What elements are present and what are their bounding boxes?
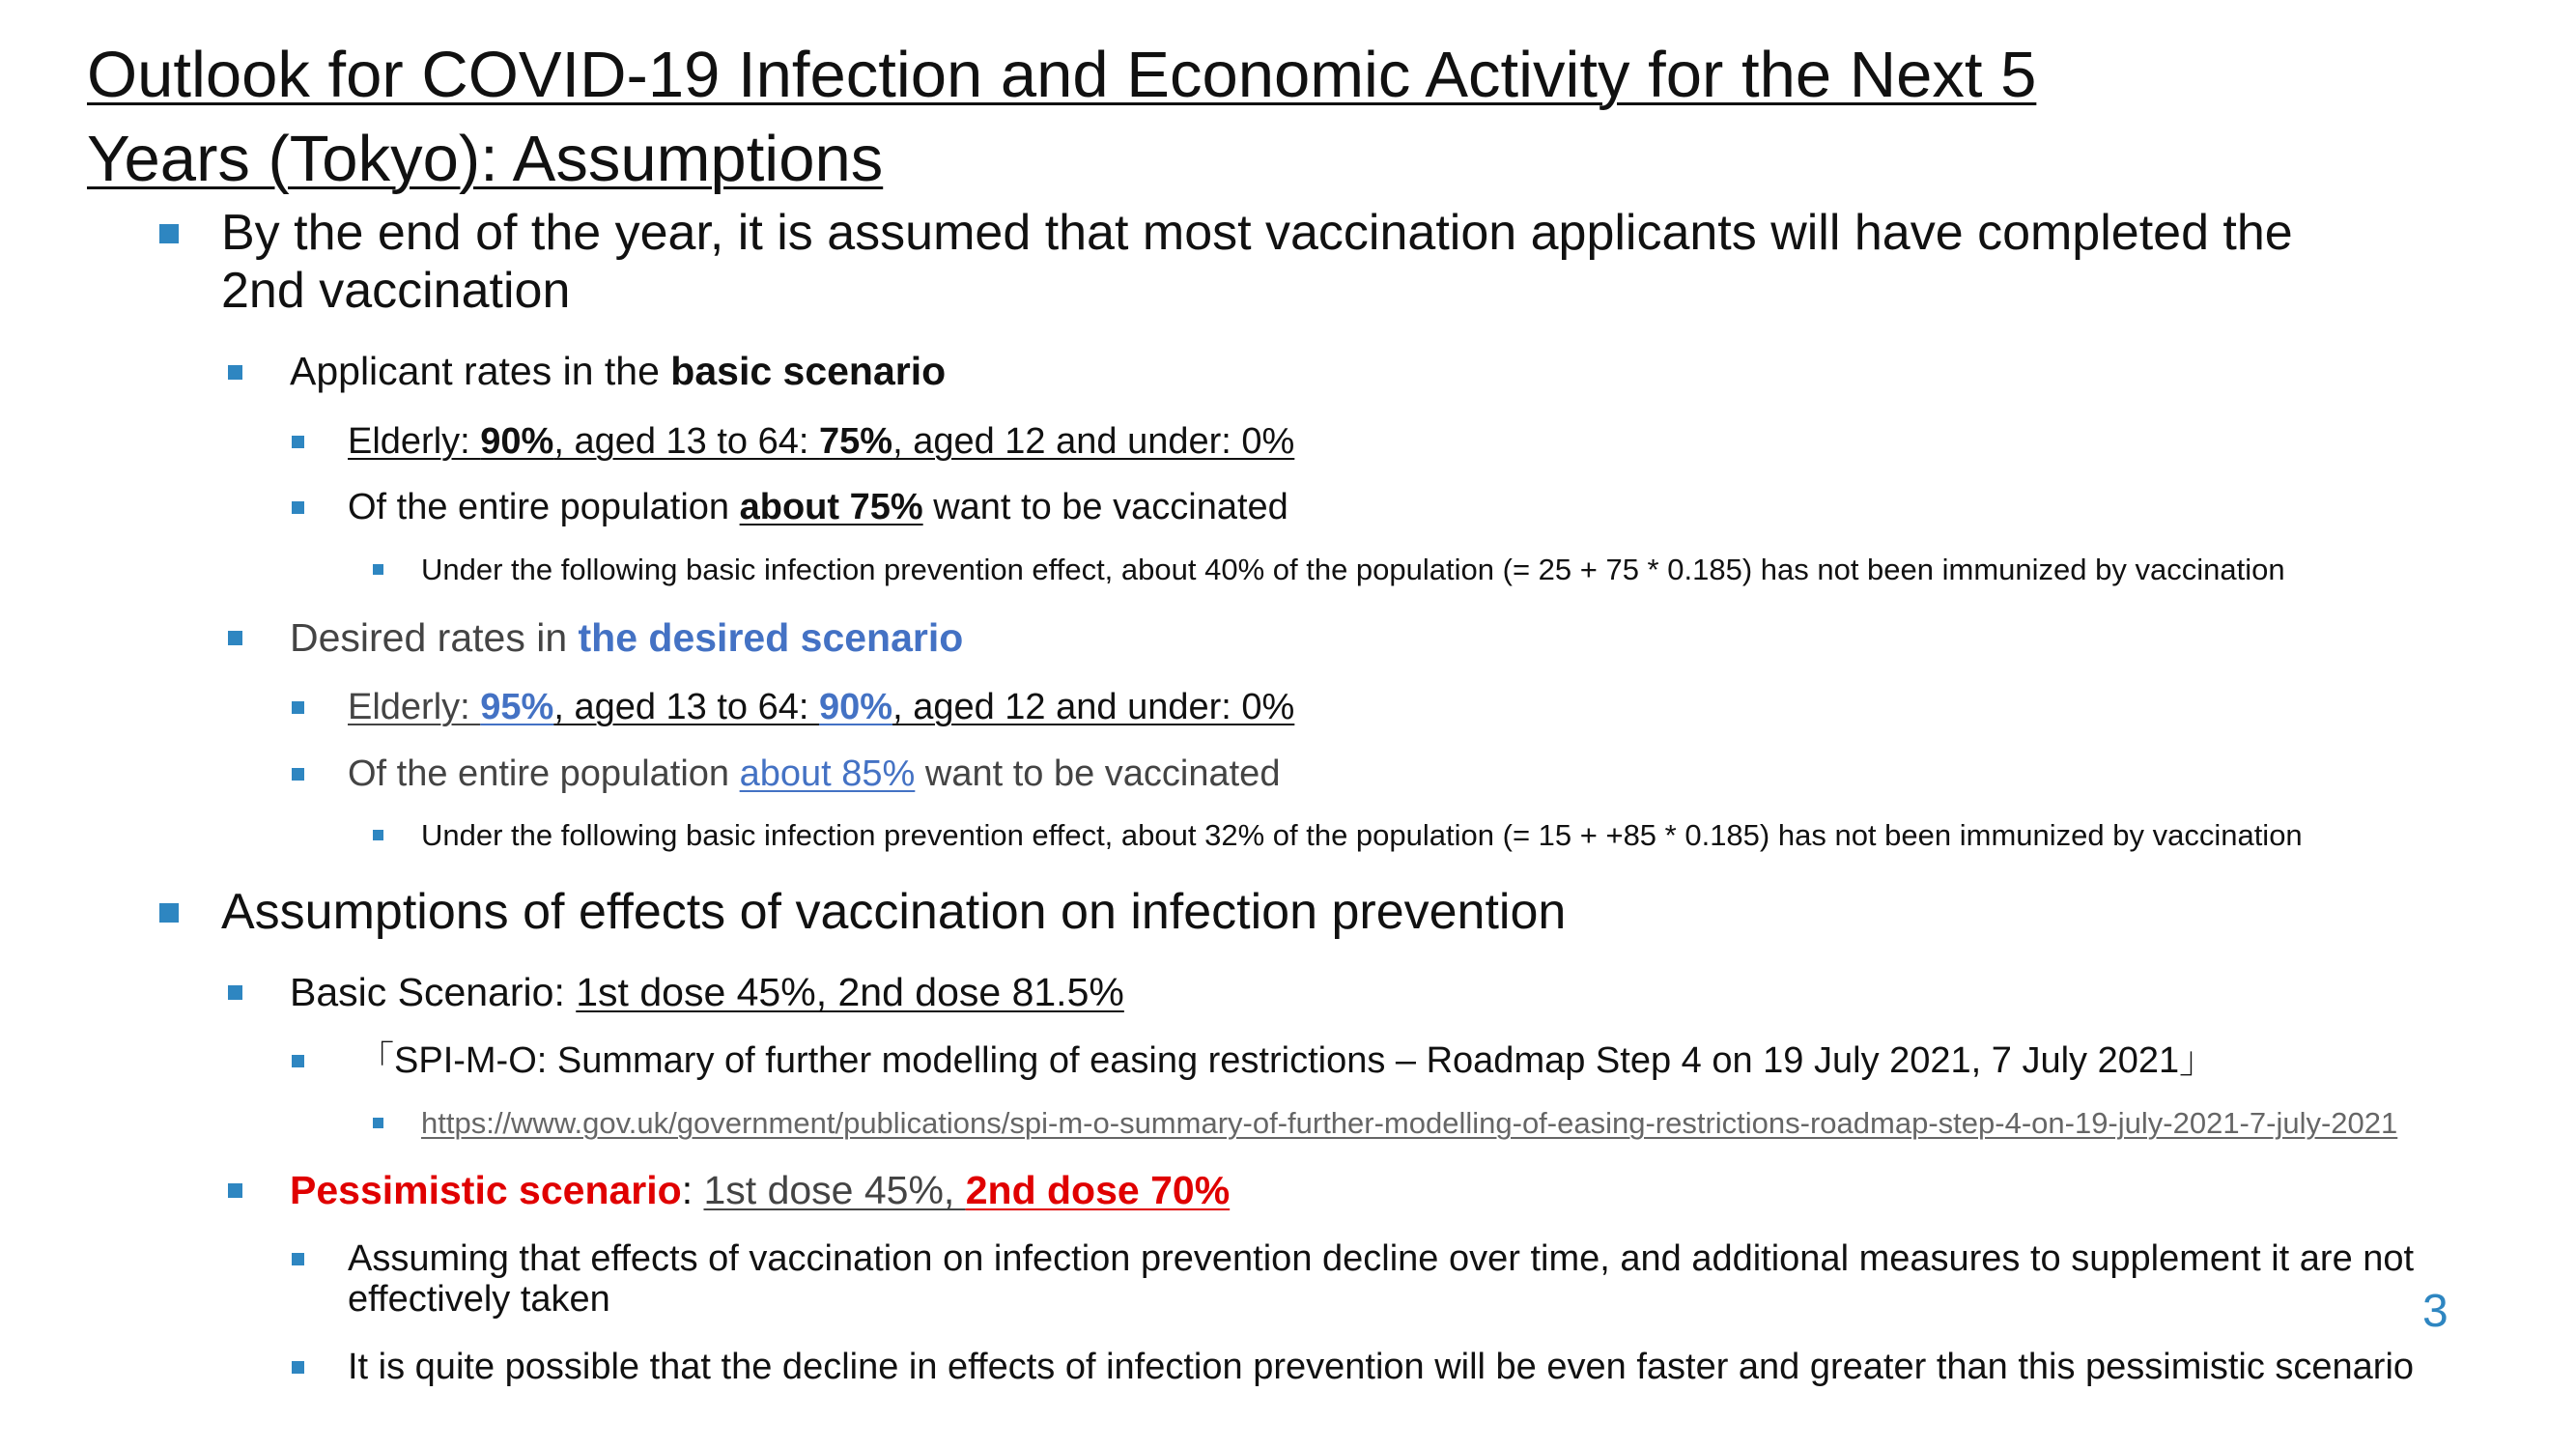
basic-immunization-note: Under the following basic infection prevention effect, about 40% of the population (= 25 + 75 * 0.185) has not been immunized by vaccination bbox=[421, 553, 2285, 586]
desired-scenario-label-text: Desired rates in bbox=[290, 615, 579, 660]
basic-scenario-label-bold: basic scenario bbox=[670, 349, 947, 393]
square-bullet-icon bbox=[292, 1055, 304, 1067]
basic-population-line bbox=[348, 485, 1288, 529]
square-bullet-icon bbox=[373, 1118, 383, 1128]
section2-heading: Assumptions of effects of vaccination on infection prevention bbox=[221, 884, 1567, 940]
desired-mid-value: 90% bbox=[819, 687, 893, 727]
section1-heading-line-2: 2nd vaccination bbox=[221, 263, 571, 319]
square-bullet-icon bbox=[373, 830, 383, 840]
basic-young-label: , aged 12 and under: 0% bbox=[892, 421, 1295, 462]
square-bullet-icon bbox=[228, 985, 242, 1000]
desired-elderly-label: Elderly: bbox=[348, 687, 481, 727]
pessimistic-point1-line-2: effectively taken bbox=[348, 1279, 610, 1320]
square-bullet-icon bbox=[292, 701, 304, 714]
desired-mid-label: , aged 13 to 64: bbox=[553, 687, 820, 727]
square-bullet-icon bbox=[292, 501, 304, 514]
basic-population-value: about 75% bbox=[739, 487, 923, 527]
desired-young-label: , aged 12 and under: 0% bbox=[892, 687, 1295, 727]
slide-title-line-1: Outlook for COVID-19 Infection and Economic Activity for the Next 5 bbox=[87, 39, 2037, 111]
square-bullet-icon bbox=[159, 903, 179, 923]
square-bullet-icon bbox=[159, 224, 179, 243]
basic-effect-label: Basic Scenario: bbox=[290, 970, 577, 1014]
page-number: 3 bbox=[2422, 1286, 2449, 1337]
pessimistic-value-first: 1st dose 45%, bbox=[703, 1168, 966, 1212]
desired-population-value: about 85% bbox=[739, 753, 916, 794]
pessimistic-value-second: 2nd dose 70% bbox=[965, 1168, 1231, 1212]
square-bullet-icon bbox=[228, 631, 242, 645]
basic-mid-label: , aged 13 to 64: bbox=[553, 421, 820, 462]
basic-scenario-rates bbox=[348, 419, 1294, 464]
square-bullet-icon bbox=[373, 564, 383, 575]
square-bullet-icon bbox=[292, 1253, 304, 1265]
desired-scenario-label bbox=[290, 614, 963, 661]
desired-scenario-rates bbox=[348, 685, 1294, 729]
desired-population-prefix: Of the entire population bbox=[348, 753, 740, 794]
pessimistic-effect-line bbox=[290, 1167, 1230, 1213]
square-bullet-icon bbox=[292, 768, 304, 781]
desired-scenario-label-bold: the desired scenario bbox=[578, 615, 964, 660]
desired-population-line bbox=[348, 752, 1280, 796]
basic-scenario-label-text: Applicant rates in the bbox=[290, 349, 671, 393]
square-bullet-icon bbox=[228, 1183, 242, 1198]
source-url-link[interactable]: https://www.gov.uk/government/publications/spi-m-o-summary-of-further-modelling-of-easing-restrictions-roadmap-step-4-on-19-july-2021-7-july-2021 bbox=[421, 1106, 2398, 1140]
basic-elderly-value: 90% bbox=[480, 421, 554, 462]
pessimistic-colon: : bbox=[681, 1168, 704, 1212]
desired-population-suffix: want to be vaccinated bbox=[915, 753, 1281, 794]
basic-mid-value: 75% bbox=[819, 421, 893, 462]
desired-elderly-value: 95% bbox=[480, 687, 554, 727]
pessimistic-point2: It is quite possible that the decline in effects of infection prevention will be even faster and greater than this pessimistic scenario bbox=[348, 1347, 2415, 1387]
basic-effect-value: 1st dose 45%, 2nd dose 81.5% bbox=[576, 970, 1124, 1014]
square-bullet-icon bbox=[292, 1361, 304, 1374]
basic-elderly-label: Elderly: bbox=[348, 421, 481, 462]
slide-title bbox=[87, 33, 2405, 201]
basic-population-prefix: Of the entire population bbox=[348, 487, 740, 527]
desired-immunization-note: Under the following basic infection prevention effect, about 32% of the population (= 15 + +85 * 0.185) has not been immunized by vaccination bbox=[421, 818, 2303, 852]
basic-effect-line bbox=[290, 969, 1124, 1015]
basic-effect-source: 「SPI-M-O: Summary of further modelling of easing restrictions – Roadmap Step 4 on 19 July 2021, 7 July 2021」 bbox=[357, 1040, 2217, 1081]
square-bullet-icon bbox=[292, 436, 304, 448]
pessimistic-label: Pessimistic scenario bbox=[290, 1168, 682, 1212]
basic-population-suffix: want to be vaccinated bbox=[922, 487, 1288, 527]
section1-heading-line-1: By the end of the year, it is assumed that most vaccination applicants will have completed the bbox=[221, 205, 2293, 261]
slide-title-line-2: Years (Tokyo): Assumptions bbox=[87, 123, 884, 195]
square-bullet-icon bbox=[228, 365, 242, 380]
basic-scenario-label bbox=[290, 348, 946, 394]
pessimistic-point1-line-1: Assuming that effects of vaccination on infection prevention decline over time, and additional measures to supplement it are not bbox=[348, 1238, 2415, 1279]
